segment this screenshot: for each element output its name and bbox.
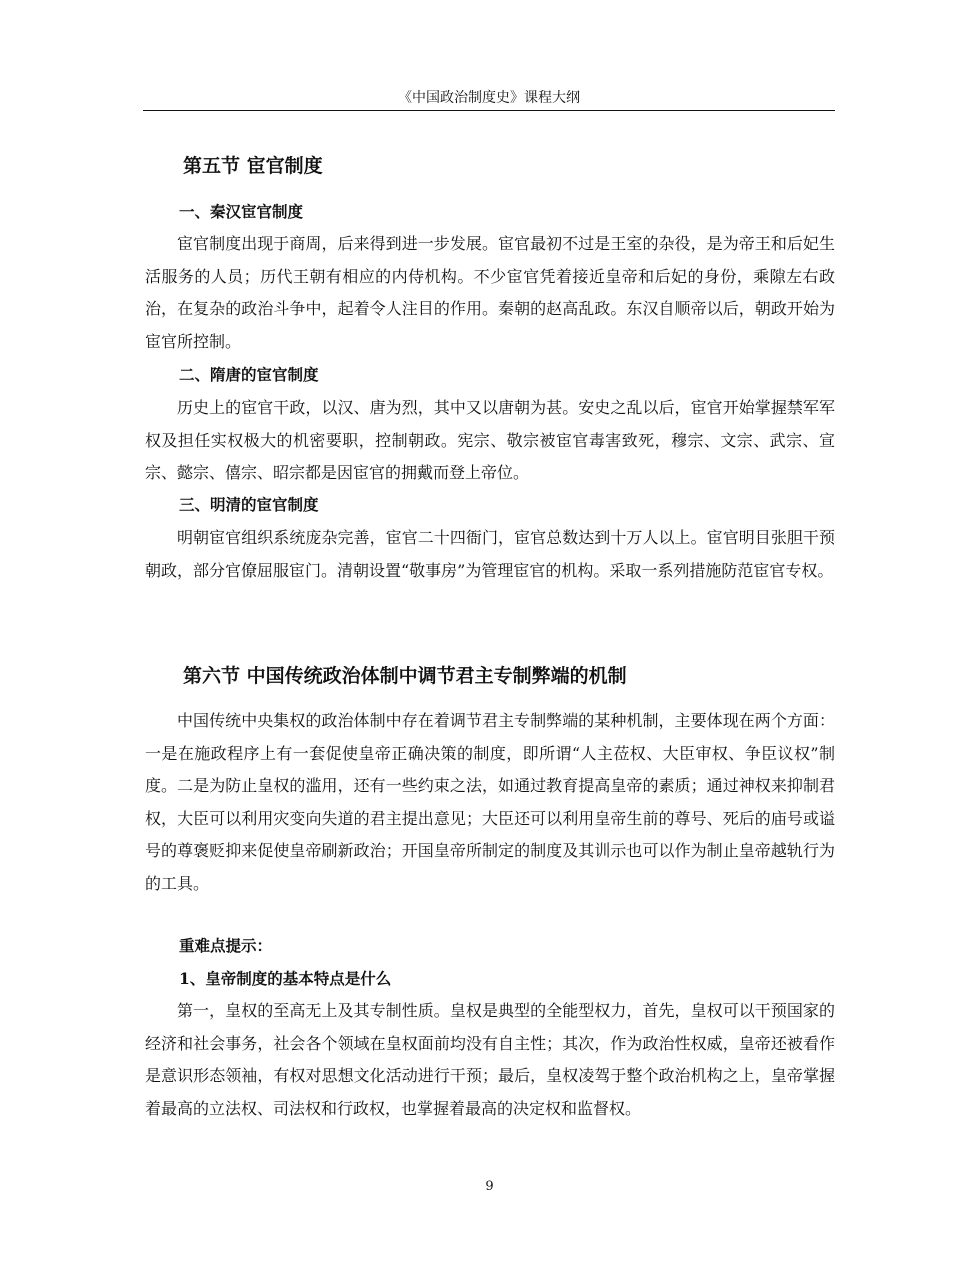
section-6-paragraph: 中国传统中央集权的政治体制中存在着调节君主专制弊端的某种机制，主要体现在两个方面：一是在施政程序上有一套促使皇帝正确决策的制度，即所谓“人主莅权、大臣审权、争臣议权”制度。二是为防止皇权的滥用，还有一些约束之法，如通过教育提高皇帝的素质；通过神权来抑制君权，大臣可以利用灾变向失道的君主提出意见；大臣还可以利用皇帝生前的尊号、死后的庙号或谥号的尊褒贬抑来促使皇帝刷新政治；开国皇帝所制定的制度及其训示也可以作为制止皇帝越轨行为的工具。 (145, 711, 835, 893)
header-rule (143, 110, 835, 111)
page-number: 9 (485, 1179, 494, 1194)
section-5-title: 第五节 宦官制度 (183, 155, 323, 177)
section-5-subheading-1: 一、秦汉宦官制度 (179, 202, 304, 221)
keypoint-1-heading: 1、皇帝制度的基本特点是什么 (179, 969, 392, 988)
keypoints-heading: 重难点提示： (179, 936, 273, 955)
section-5-paragraph-2: 历史上的宦官干政，以汉、唐为烈，其中又以唐朝为甚。安史之乱以后，宦官开始掌握禁军军权及担任实权极大的机密要职，控制朝政。宪宗、敬宗被宦官毒害致死，穆宗、文宗、武宗、宣宗、懿宗、僖宗、昭宗都是因宦官的拥戴而登上帝位。 (145, 398, 835, 482)
running-header: 《中国政治制度史》课程大纲 (398, 90, 580, 106)
keypoint-1-paragraph: 第一，皇权的至高无上及其专制性质。皇权是典型的全能型权力，首先，皇权可以干预国家的经济和社会事务，社会各个领域在皇权面前均没有自主性；其次，作为政治性权威，皇帝还被看作是意识形态领袖，有权对思想文化活动进行干预；最后，皇权凌驾于整个政治机构之上，皇帝掌握着最高的立法权、司法权和行政权，也掌握着最高的决定权和监督权。 (145, 1001, 835, 1118)
section-5-paragraph-1: 宦官制度出现于商周，后来得到进一步发展。宦官最初不过是王室的杂役，是为帝王和后妃生活服务的人员；历代王朝有相应的内侍机构。不少宦官凭着接近皇帝和后妃的身份，乘隙左右政治，在复杂的政治斗争中，起着令人注目的作用。秦朝的赵高乱政。东汉自顺帝以后，朝政开始为宦官所控制。 (145, 234, 835, 351)
section-5-subheading-2: 二、隋唐的宦官制度 (179, 365, 319, 384)
section-6-title: 第六节 中国传统政治体制中调节君主专制弊端的机制 (183, 665, 627, 687)
section-5-subheading-3: 三、明清的宦官制度 (179, 495, 319, 514)
section-5-paragraph-3: 明朝宦官组织系统庞杂完善，宦官二十四衙门，宦官总数达到十万人以上。宦官明目张胆干预朝政，部分官僚屈服宦门。清朝设置“敬事房”为管理宦官的机构。采取一系列措施防范宦官专权。 (145, 528, 835, 580)
